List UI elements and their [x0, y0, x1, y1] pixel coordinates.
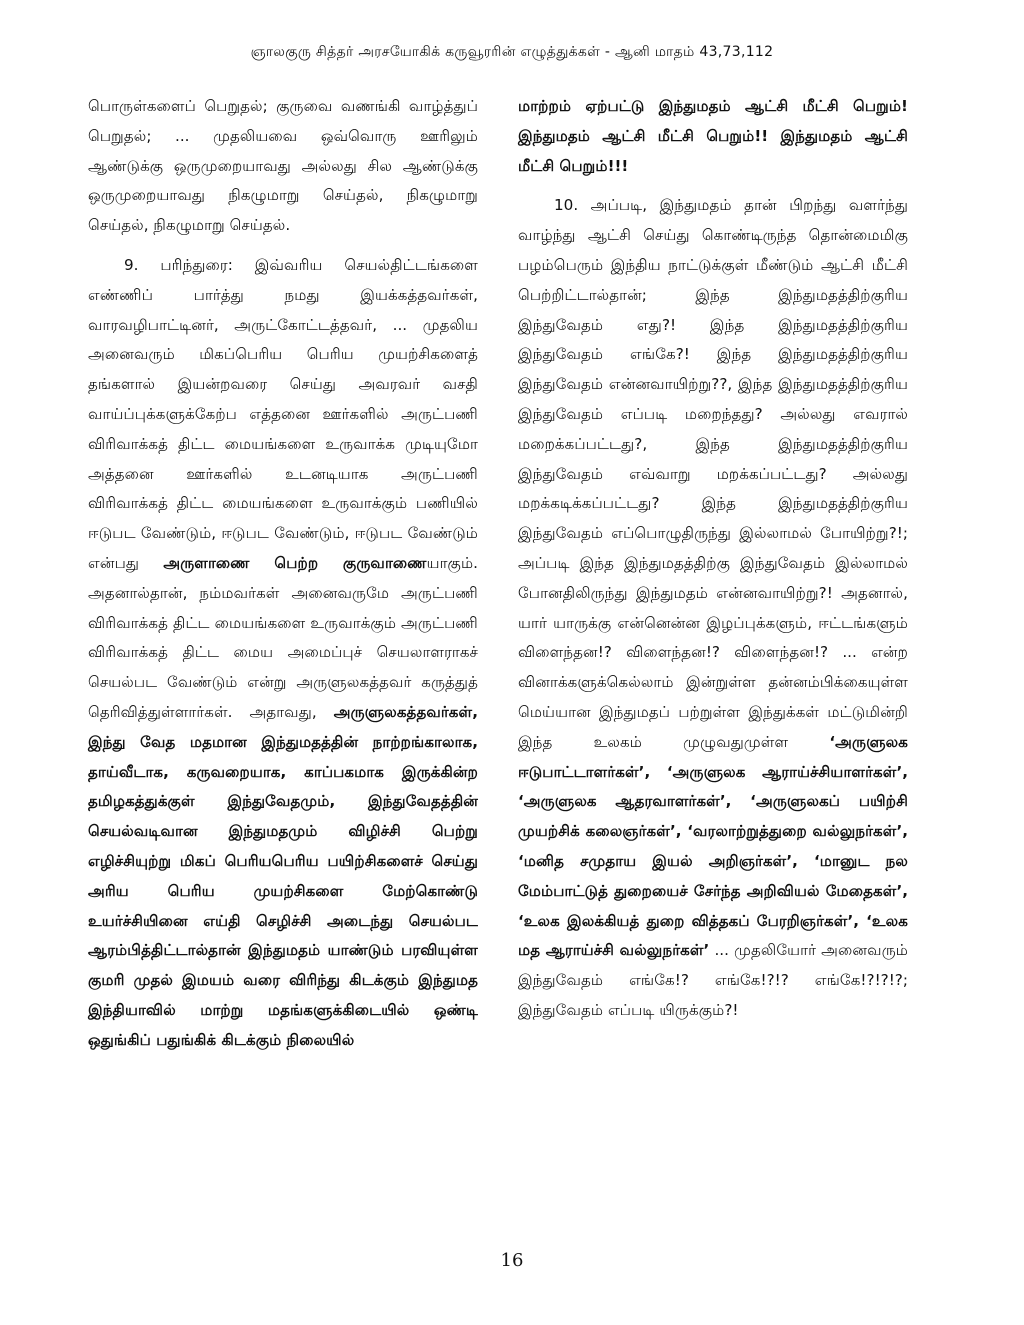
left-paragraph-1: பொருள்களைப் பெறுதல்; குருவை வணங்கி வாழ்த்துப் பெறுதல்; ... முதலியவை ஒவ்வொரு ஊரிலும் ஆண்டுக்கு ஒருமுறையாவது அல்லது சில ஆண்டுக்கு ஒருமுறையாவது நிகழுமாறு செய்தல், நிகழுமாறு செய்தல், நிகழுமாறு செய்தல்.: [88, 97, 478, 235]
right-paragraph-2-bold: ‘அருளுலக ஈடுபாட்டாளர்கள்’, ‘அருளுலக ஆராய்ச்சியாளர்கள்’, ‘அருளுலக ஆதரவாளர்கள்’, ‘அருளுலகப் பயிற்சி முயற்சிக் கலைஞர்கள்’, ‘வரலாற்றுத்துறை வல்லுநர்கள்’, ‘மனித சமுதாய இயல் அறிஞர்கள்’, ‘மானுட நல மேம்பாட்டுத் துறையைச் சேர்ந்த அறிவியல் மேதைகள்’, ‘உலக இலக்கியத் துறை வித்தகப் பேரறிஞர்கள்’, ‘உலக மத ஆராய்ச்சி வல்லுநர்கள்’: [518, 732, 908, 960]
left-paragraph-2-text-a: 9. பரிந்துரை: இவ்வரிய செயல்திட்டங்களை எண்ணிப் பார்த்து நமது இயக்கத்தவர்கள், வாரவழிபாட்டினர், அருட்கோட்டத்தவர், ... முதலிய அனைவரும் மிகப்பெரிய பெரிய முயற்சிகளைத் தங்களால் இயன்றவரை செய்து அவரவர் வசதி வாய்ப்புக்களுக்கேற்ப எத்தனை ஊர்களில் அருட்பணி விரிவாக்கத் திட்ட மையங்களை உருவாக்க முடியுமோ அத்தனை ஊர்களில் உடனடியாக அருட்பணி விரிவாக்கத் திட்ட மையங்களை உருவாக்கும் பணியில் ஈடுபட வேண்டும், ஈடுபட வேண்டும், ஈடுபட வேண்டும் என்பது: [88, 255, 478, 572]
right-paragraph-2-text-b: ... முதலியோர் அனைவரும் இந்துவேதம் எங்கே!? எங்கே!?!? எங்கே!?!?!?; இந்துவேதம் எப்படி யிருக்கும்?!: [518, 941, 908, 1019]
page-number: 16: [500, 1250, 524, 1271]
right-paragraph-1: மாற்றம் ஏற்பட்டு இந்துமதம் ஆட்சி மீட்சி பெறும்! இந்துமதம் ஆட்சி மீட்சி பெறும்!! இந்துமதம் ஆட்சி மீட்சி பெறும்!!!: [518, 97, 908, 175]
left-column: [88, 92, 478, 1056]
right-column: [518, 92, 908, 1026]
left-paragraph-2-bold-b: அருளுலகத்தவர்கள், இந்து வேத மதமான இந்துமதத்தின் நாற்றங்காலாக, தாய்வீடாக, கருவறையாக, காப்பகமாக இருக்கின்ற தமிழகத்துக்குள் இந்துவேதமும், இந்துவேதத்தின் செயல்வடிவான இந்துமதமும் விழிச்சி பெற்று எழிச்சியுற்று மிகப் பெரியபெரிய பயிற்சிகளைச் செய்து அரிய பெரிய முயற்சிகளை மேற்கொண்டு உயர்ச்சியினை எய்தி செழிச்சி அடைந்து செயல்பட ஆரம்பித்திட்டால்தான் இந்துமதம் யாண்டும் பரவியுள்ள குமரி முதல் இமயம் வரை விரிந்து கிடக்கும் இந்துமத இந்தியாவில் மாற்று மதங்களுக்கிடையில் ஒண்டி ஒதுங்கிப் பதுங்கிக் கிடக்கும் நிலையில்: [88, 702, 478, 1049]
right-paragraph-2-text-a: 10. அப்படி, இந்துமதம் தான் பிறந்து வளர்ந்து வாழ்ந்து ஆட்சி செய்து கொண்டிருந்த தொன்மைமிகு பழம்பெரும் இந்திய நாட்டுக்குள் மீண்டும் ஆட்சி மீட்சி பெற்றிட்டால்தான்; இந்த இந்துமதத்திற்குரிய இந்துவேதம் எது?! இந்த இந்துமதத்திற்குரிய இந்துவேதம் எங்கே?! இந்த இந்துமதத்திற்குரிய இந்துவேதம் என்னவாயிற்று??, இந்த இந்துமதத்திற்குரிய இந்துவேதம் எப்படி மறைந்தது? அல்லது எவரால் மறைக்கப்பட்டது?, இந்த இந்துமதத்திற்குரிய இந்துவேதம் எவ்வாறு மறக்கப்பட்டது? அல்லது மறக்கடிக்கப்பட்டது? இந்த இந்துமதத்திற்குரிய இந்துவேதம் எப்பொழுதிருந்து இல்லாமல் போயிற்று?!; அப்படி இந்த இந்துமதத்திற்கு இந்துவேதம் இல்லாமல் போனதிலிருந்து இந்துமதம் என்னவாயிற்று?! அதனால், யார் யாருக்கு என்னென்ன இழப்புக்களும், ஈட்டங்களும் விளைந்தன!? விளைந்தன!? விளைந்தன!? ... என்ற வினாக்களுக்கெல்லாம் இன்றுள்ள தன்னம்பிக்கையுள்ள மெய்யான இந்துமதப் பற்றுள்ள இந்துக்கள் மட்டுமின்றி இந்த உலகம் முழுவதுமுள்ள: [518, 196, 908, 751]
left-paragraph-2-text-b: யாகும். அதனால்தான், நம்மவர்கள் அனைவருமே அருட்பணி விரிவாக்கத் திட்ட மையங்களை உருவாக்கும் அருட்பணி விரிவாக்கத் திட்ட மைய அமைப்புச் செயலாளராகச் செயல்பட வேண்டும் என்று அருளுலகத்தவர் கருத்துத் தெரிவித்துள்ளார்கள். அதாவது,: [88, 553, 478, 721]
running-header: ஞாலகுரு சித்தர் அரசயோகிக் கருவூரரின் எழுத்துக்கள் - ஆனி மாதம் 43,73,112: [250, 44, 774, 60]
left-paragraph-2-bold-a: அருளாணை பெற்ற குருவாணை: [163, 553, 427, 572]
left-paragraph-2: [88, 251, 478, 1056]
right-paragraph-2: [518, 191, 908, 1025]
